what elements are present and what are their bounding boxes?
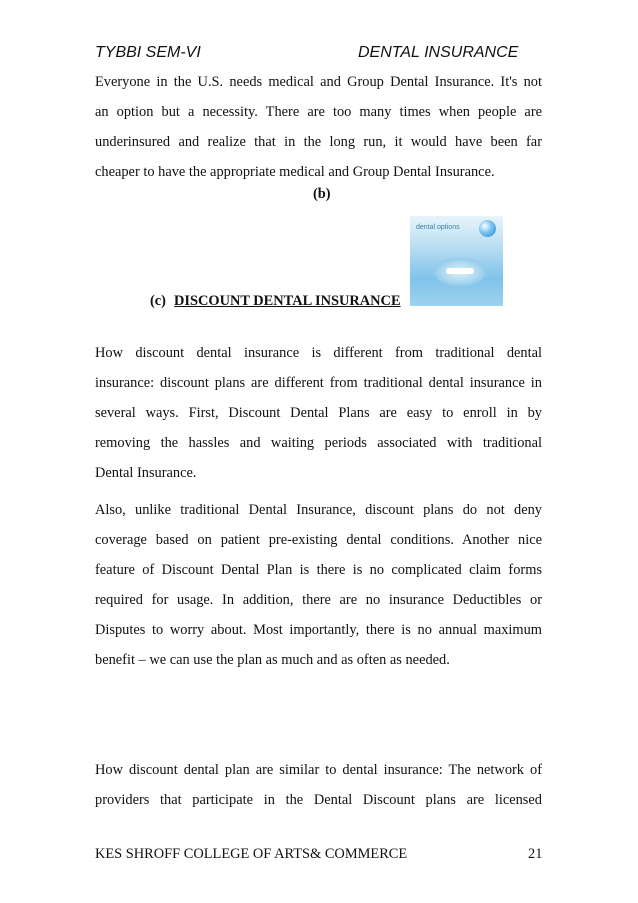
intro-line: underinsured and realize that in the long run, it would have been far	[95, 134, 542, 150]
dental-options-brand: dental options	[416, 224, 460, 231]
teeth-illustration	[446, 268, 474, 274]
tooth-orb-icon	[479, 220, 496, 237]
intro-line: cheaper to have the appropriate medical and Group Dental Insurance.	[95, 164, 495, 180]
paragraph-line: benefit – we can use the plan as much and as often as needed.	[95, 652, 450, 668]
paragraph-line: How discount dental insurance is different from traditional dental	[95, 345, 542, 361]
intro-line: Everyone in the U.S. needs medical and Group Dental Insurance. It's not	[95, 74, 542, 90]
header-course: TYBBI SEM-VI	[95, 44, 201, 61]
section-title: DISCOUNT DENTAL INSURANCE	[173, 293, 401, 309]
dental-options-image	[410, 216, 503, 306]
difference-paragraph	[95, 338, 542, 488]
header-topic: DENTAL INSURANCE	[358, 44, 519, 61]
benefits-paragraph	[95, 495, 542, 675]
page-number: 21	[528, 846, 543, 862]
paragraph-line: insurance: discount plans are different from traditional dental insurance in	[95, 375, 542, 391]
paragraph-line: required for usage. In addition, there are no insurance Deductibles or	[95, 592, 542, 608]
paragraph-line: coverage based on patient pre-existing dental conditions. Another nice	[95, 532, 542, 548]
section-number: (c)	[150, 293, 166, 309]
paragraph-line: several ways. First, Discount Dental Plans are easy to enroll in by	[95, 405, 542, 421]
section-heading	[150, 293, 401, 310]
paragraph-line: How discount dental plan are similar to dental insurance: The network of	[95, 762, 542, 778]
paragraph-line: Disputes to worry about. Most importantly, there is no annual maximum	[95, 622, 542, 638]
paragraph-line: providers that participate in the Dental Discount plans are licensed	[95, 792, 542, 808]
paragraph-line: feature of Discount Dental Plan is there is no complicated claim forms	[95, 562, 542, 578]
paragraph-line: Also, unlike traditional Dental Insurance, discount plans do not deny	[95, 502, 542, 518]
figure-b-label: (b)	[313, 186, 331, 202]
intro-paragraph	[95, 67, 542, 187]
paragraph-line: removing the hassles and waiting periods associated with traditional	[95, 435, 542, 451]
paragraph-line: Dental Insurance.	[95, 465, 197, 481]
intro-line: an option but a necessity. There are too many times when people are	[95, 104, 542, 120]
footer-college: KES SHROFF COLLEGE OF ARTS& COMMERCE	[95, 846, 408, 862]
similarity-paragraph	[95, 755, 542, 815]
